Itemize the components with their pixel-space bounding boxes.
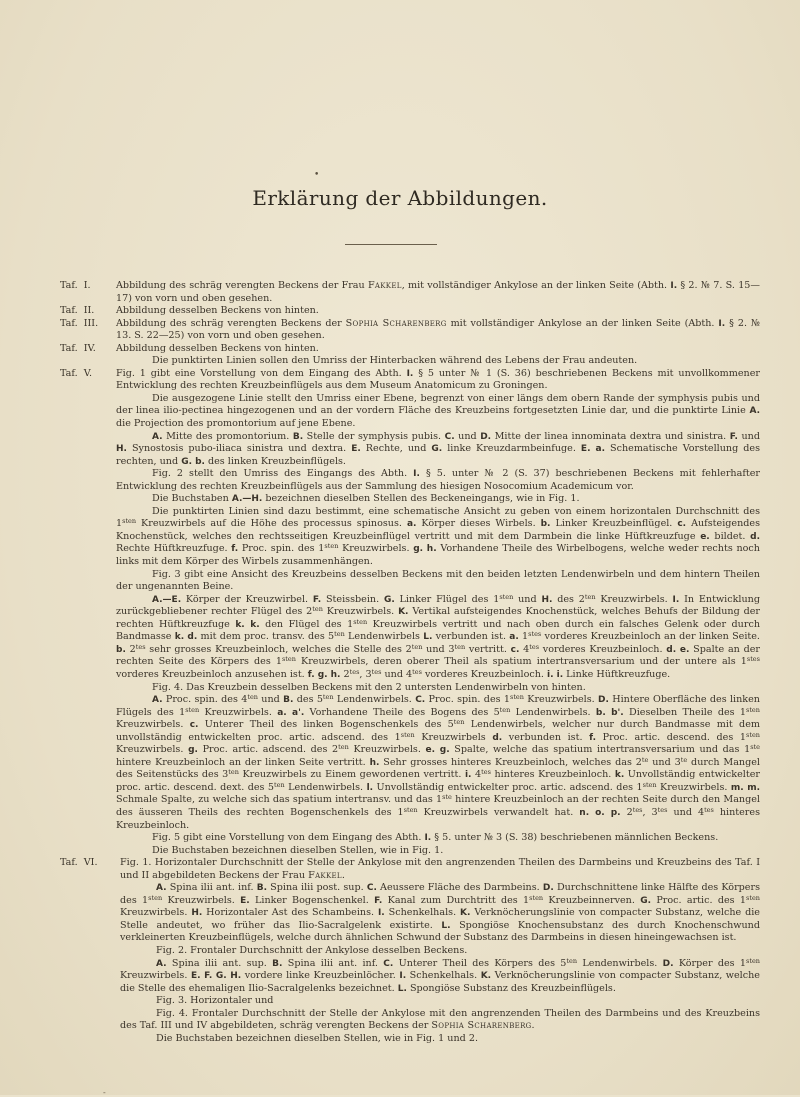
entry-paragraph: Fig. 5 gibt eine Vorstellung von dem Eingang des Abth. I. § 5. unter № 3 (S. 38) beschriebenen männlichen Beckens. [152, 832, 719, 844]
entry-paragraph: Fig. 4. Frontaler Durchschnitt der Stelle der Ankylose mit den angrenzenden Theilen des Darmbeins und des Kreuzbeins des Taf. III und IV abgebildeten, schräg verengten Beckens der Sophia Scharenberg. [120, 1007, 760, 1032]
entry-paragraph: A. Mitte des promontorium. B. Stelle der symphysis pubis. C. und D. Mitte der linea innominata dextra und sinistra. F. und H. Synostosis pubo-iliaca sinistra und dextra. E. Rechte, und G. linke Kreuzdarmbeinfuge. E. a. Schematische Vorstellung des rechten, und G. b. des linken Kreuzbeinflügels. [116, 430, 761, 467]
entry-paragraph: Fig. 1 gibt eine Vorstellung von dem Eingang des Abth. I. § 5 unter № 1 (S. 36) beschriebenen Beckens mit unvollkommener Entwicklung des rechten Kreuzbeinflügels aus dem Museum Anatomicum zu Groningen. [116, 367, 760, 392]
entry-paragraph: A.—E. Körper der Kreuzwirbel. F. Steissbein. G. Linker Flügel des $1^{sten}$ und H. des $2^{ten}$ Kreuzwirbels. I. In Entwicklung zurückgebliebener rechter Flügel des $2^{ten}$ Kreuzwirbels. K. Vertikal aufsteigendes Knochenstück, welches Behufs der Bildung der rechten Hüftkreuzfuge k. k. den Flügel des $1^{sten}$ Kreuzwirbels vertritt und nach oben durch ein falsches Gelenk oder durch Bandmasse k. d. mit dem proc. transv. des $5^{ten}$ Lendenwirbels L. verbunden ist. a. $1^{stes}$ vorderes Kreuzbeinloch an der linken Seite. b. $2^{tes}$ sehr grosses Kreuzbeinloch, welches die Stelle des $2^{ten}$ und $3^{ten}$ vertritt. c. $4^{tes}$ vorderes Kreuzbeinloch. d. e. Spalte an der rechten Seite des Körpers des $1^{sten}$ Kreuzwirbels, deren oberer Theil als spatium intertransversarium und der untere als $1^{stes}$ vorderes Kreuzbeinloch anzusehen ist. f. g. h. $2^{tes}$, $3^{tes}$ und $4^{tes}$ vorderes Kreuzbeinloch. i. i. Linke Hüftkreuzfuge. [116, 592, 761, 680]
plate-entry [60, 368, 760, 857]
entry-paragraph: A. Spina ilii ant. inf. B. Spina ilii post. sup. C. Aeussere Fläche des Darmbeins. D. Durchschnittene linke Hälfte des Körpers des $1^{sten}$ Kreuzwirbels. E. Linker Bogenschenkel. F. Kanal zum Durchtritt des $1^{sten}$ Kreuzbeinnerven. G. Proc. artic. des $1^{sten}$ Kreuzwirbels. H. Horizontaler Ast des Schambeins. I. Schenkelhals. K. Verknöcherungslinie von compacter Substanz, welche die Stelle andeutet, wo früher das Ilio-Sacralgelenk existirte. L. Spongiöse Knochensubstanz des durch Knochenschwund verkleinerten Kreuzbeinflügels, welche durch ähnlichen Schwund der Substanz des Darmbeins in diesen hineingewachsen ist. [120, 882, 760, 944]
plate-label: Taf. I. [60, 280, 91, 291]
entry-paragraph: Abbildung des schräg verengten Beckens der Frau Fakkel, mit vollständiger Ankylose an der linken Seite (Abth. I. § 2. № 7. S. 15—17) von vorn und oben gesehen. [116, 280, 760, 304]
plate-entry [60, 343, 760, 368]
entry-paragraph: Abbildung desselben Beckens von hinten. [116, 305, 319, 317]
plate-entry [60, 305, 760, 318]
entry-paragraph: Die Buchstaben bezeichnen dieselben Stellen, wie in Fig. 1. [152, 844, 444, 856]
entry-paragraph: Fig. 2 stellt den Umriss des Eingangs des Abth. I. § 5. unter № 2 (S. 37) beschriebenen Beckens mit fehlerhafter Entwicklung des rechten Kreuzbeinflügels aus der Sammlung des hiesigen Nosocomium Academicum vor. [116, 468, 760, 492]
entry-paragraph: Abbildung desselben Beckens von hinten. [116, 342, 319, 354]
plate-entry [60, 280, 760, 305]
title-divider [345, 244, 437, 245]
entry-paragraph: Fig. 3 gibt eine Ansicht des Kreuzbeins desselben Beckens mit den beiden letzten Lendenwirbeln und dem hintern Theilen der ungenannten Beine. [116, 568, 760, 593]
entry-paragraph: Die ausgezogene Linie stellt den Umriss einer Ebene, begrenzt von einer längs dem obern Rande der symphysis pubis und der linea ilio-pectinea hingezogenen und an der vordern Fläche des Kreuzbeins fortgesetzten Linie dar, und die punktirte Linie A. die Projection des promontorium auf jene Ebene. [116, 392, 760, 430]
entry-paragraph: Die Buchstaben bezeichnen dieselben Stellen, wie in Fig. 1 und 2. [156, 1032, 478, 1044]
plate-label: Taf. III. [60, 317, 99, 329]
entry-paragraph: Fig. 1. Horizontaler Durchschnitt der Stelle der Ankylose mit den angrenzenden Theilen des Darmbeins und Kreuzbeins des Taf. I und II abgebildeten Beckens der Frau Fakkel. [120, 857, 760, 881]
entry-paragraph: Abbildung des schräg verengten Beckens der Sophia Scharenberg mit vollständiger Ankylose an der linken Seite (Abth. I. § 2. № 13. S. 22—25) von vorn und oben gesehen. [116, 317, 760, 342]
entry-paragraph: Die punktirten Linien sind dazu bestimmt, eine schematische Ansicht zu geben von einem horizontalen Durchschnitt des $1^{sten}$ Kreuzwirbels auf die Höhe des processus spinosus. a. Körper dieses Wirbels. b. Linker Kreuzbeinflügel. c. Aufsteigendes Knochenstück, welches den rechtsseitigen Kreuzbeinflügel vertritt und mit dem Darmbein die linke Hüftkreuzfuge e. bildet. d. Rechte Hüftkreuzfuge. f. Proc. spin. des $1^{sten}$ Kreuzwirbels. g. h. Vorhandene Theile des Wirbelbogens, welche weder rechts noch links mit dem Körper des Wirbels zusammenhängen. [116, 505, 761, 568]
entry-paragraph: Die Buchstaben A.—H. bezeichnen dieselben Stellen des Beckeneingangs, wie in Fig. 1. [152, 493, 580, 505]
plate-label: Taf. II. [60, 305, 95, 317]
plate-label: Taf. IV. [60, 342, 96, 354]
page-mark: - [103, 1088, 106, 1097]
plate-label: Taf. VI. [60, 857, 98, 869]
entry-paragraph: Fig. 3. Horizontaler und [156, 995, 274, 1007]
entry-paragraph: Fig. 4. Das Kreuzbein desselben Beckens mit den 2 untersten Lendenwirbeln von hinten. [152, 681, 586, 693]
entry-paragraph: A. Spina ilii ant. sup. B. Spina ilii ant. inf. C. Unterer Theil des Körpers des $5^{ten}$ Lendenwirbels. D. Körper des $1^{sten}$ Kreuzwirbels. E. F. G. H. vordere linke Kreuzbeinlöcher. I. Schenkelhals. K. Verknöcherungslinie von compacter Substanz, welche die Stelle des ehemaligen Ilio-Sacralgelenks bezeichnet. L. Spongiöse Substanz des Kreuzbeinflügels. [120, 956, 760, 994]
entry-paragraph: A. Proc. spin. des $4^{ten}$ und B. des $5^{ten}$ Lendenwirbels. C. Proc. spin. des $1^{sten}$ Kreuzwirbels. D. Hintere Oberfläche des linken Flügels des $1^{sten}$ Kreuzwirbels. a. a'. Vorhandene Theile des Bogens des $5^{ten}$ Lendenwirbels. b. b'. Dieselben Theile des $1^{sten}$ Kreuzwirbels. c. Unterer Theil des linken Bogenschenkels des $5^{ten}$ Lendenwirbels, welcher nur durch Bandmasse mit dem unvollständig entwickelten proc. artic. adscend. des $1^{sten}$ Kreuzwirbels d. verbunden ist. f. Proc. artic. descend. des $1^{sten}$ Kreuzwirbels. g. Proc. artic. adscend. des $2^{ten}$ Kreuzwirbels. e. g. Spalte, welche das spatium intertransversarium und das 1ste hintere Kreuzbeinloch an der linken Seite vertritt. h. Sehr grosses hinteres Kreuzbeinloch, welches das $2^{te}$ und $3^{te}$ durch Mangel des Seitenstücks des $3^{ten}$ Kreuzwirbels zu Einem gewordenen vertritt. i. $4^{tes}$ hinteres Kreuzbeinloch. k. Unvollständig entwickelter proc. artic. descend. dext. des $5^{ten}$ Lendenwirbels. l. Unvollständig entwickelter proc. artic. adscend. des $1^{sten}$ Kreuzwirbels. m. m. Schmale Spalte, zu welche sich das spatium intertransv. und das 1ste hintere Kreuzbeinloch an der rechten Seite durch den Mangel des äusseren Theils des rechten Bogenschenkels des $1^{sten}$ Kreuzwirbels verwandelt hat. n. o. p. $2^{tes}$, $3^{tes}$ und $4^{tes}$ hinteres Kreuzbeinloch. [116, 693, 760, 831]
page-title: Erklärung der Abbildungen. [252, 186, 548, 210]
entry-paragraph: Die punktirten Linien sollen den Umriss der Hinterbacken während des Lebens der Frau andeuten. [152, 355, 638, 367]
printer-mark: • [314, 170, 320, 180]
plate-explanations [60, 280, 760, 1045]
plate-entry [60, 857, 760, 1045]
entry-paragraph: Fig. 2. Frontaler Durchschnitt der Ankylose desselben Beckens. [156, 944, 468, 956]
plate-label: Taf. V. [60, 367, 93, 379]
plate-entry [60, 318, 760, 343]
